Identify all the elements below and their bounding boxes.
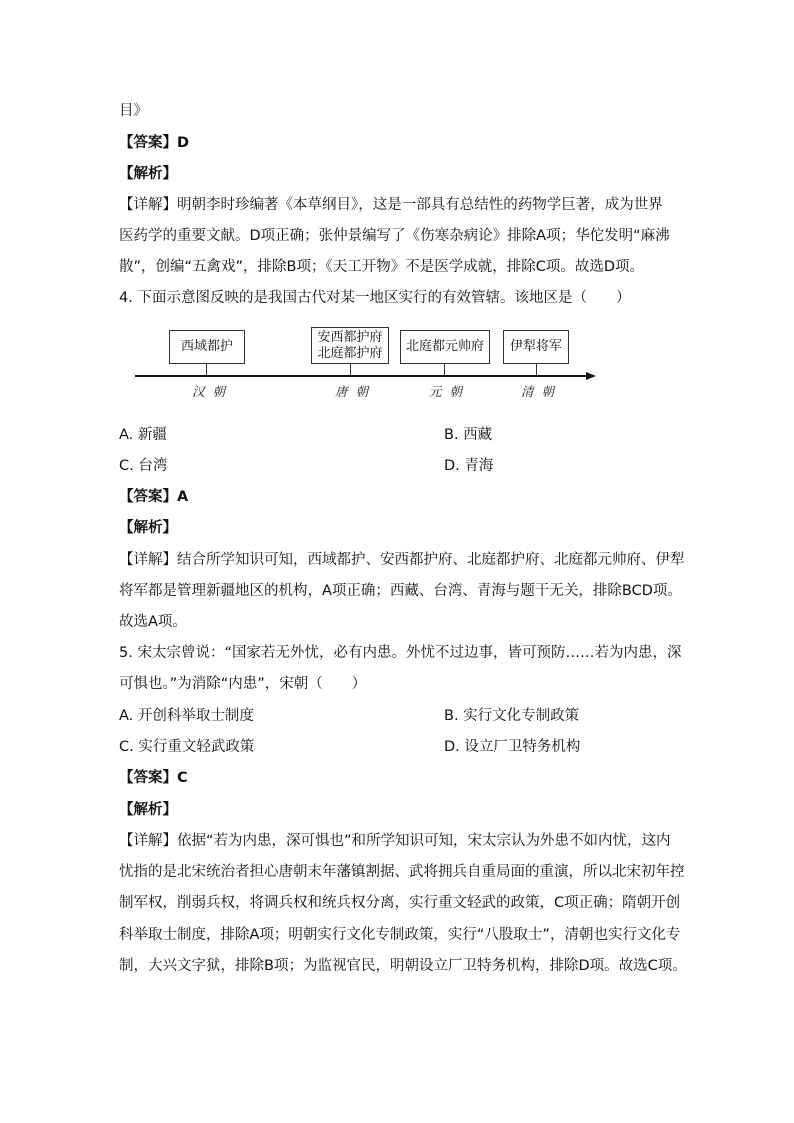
- text-line: 制，大兴文字狱，排除B项；为监视官民，明朝设立厂卫特务机构，排除D项。故选C项。: [119, 958, 687, 974]
- analysis-label: 【解析】: [119, 802, 177, 818]
- arrow-right-icon: [586, 372, 596, 380]
- text-line: 目》: [119, 103, 148, 119]
- diagram-box-anxi-beiting: [311, 327, 389, 364]
- text-line: 将军都是管理新疆地区的机构，A项正确；西藏、台湾、青海与题干无关，排除BCD项。: [119, 583, 682, 599]
- text-line: 忧指的是北宋统治者担心唐朝末年藩镇割据、武将拥兵自重局面的重演，所以北宋初年控: [119, 864, 685, 880]
- diagram-box-label: 伊犁将军: [509, 339, 562, 354]
- answer-label: 【答案】C: [119, 770, 188, 786]
- diagram-box-label: 安西都护府: [317, 329, 383, 345]
- era-label: 清朝: [521, 384, 563, 399]
- option-a: A. 开创科举取士制度: [119, 708, 254, 724]
- diagram-box-beiting-yuanshuai: [400, 330, 490, 364]
- diagram-box-label: 北庭都护府: [317, 345, 383, 361]
- analysis-label: 【解析】: [119, 520, 177, 536]
- option-c: C. 实行重文轻武政策: [119, 739, 255, 755]
- text-line: 【详解】依据“若为内患，深可惧也”和所学知识可知，宋太宗认为外患不如内忧，这内: [119, 833, 671, 849]
- analysis-label: 【解析】: [119, 166, 177, 182]
- text-line: 医药学的重要文献。D项正确；张仲景编写了《伤寒杂病论》排除A项；华佗发明“麻沸: [119, 228, 670, 244]
- timeline-axis: [135, 375, 587, 377]
- question-4: 4. 下面示意图反映的是我国古代对某一地区实行的有效管辖。该地区是（ ）: [119, 290, 631, 306]
- diagram-box-label: 西域都护: [180, 339, 233, 354]
- text-line: 故选A项。: [119, 614, 187, 630]
- era-label: 唐朝: [335, 384, 377, 399]
- text-line: 散”，创编“五禽戏”，排除B项；《天工开物》不是医学成就，排除C项。故选D项。: [119, 259, 645, 275]
- text-line: 制军权，削弱兵权，将调兵权和统兵权分离，实行重文轻武的政策，C项正确；隋朝开创: [119, 895, 681, 911]
- option-d: D. 设立厂卫特务机构: [444, 739, 581, 755]
- option-d: D. 青海: [444, 458, 494, 474]
- question-5: 5. 宋太宗曾说：“国家若无外忧，必有内患。外忧不过边事，皆可预防……若为内患，深: [119, 645, 682, 661]
- answer-label: 【答案】D: [119, 135, 190, 151]
- text-line: 【详解】明朝李时珍编著《本草纲目》，这是一部具有总结性的药物学巨著，成为世界: [119, 197, 663, 213]
- option-a: A. 新疆: [119, 427, 167, 443]
- text-line: 科举取士制度，排除A项；明朝实行文化专制政策，实行“八股取士”，清朝也实行文化专: [119, 927, 681, 943]
- option-b: B. 西藏: [444, 427, 493, 443]
- era-label: 元朝: [429, 384, 471, 399]
- option-b: B. 实行文化专制政策: [444, 708, 580, 724]
- text-line: 【详解】结合所学知识可知，西域都护、安西都护府、北庭都护府、北庭都元帅府、伊犁: [119, 552, 685, 568]
- diagram-box-yili: [503, 330, 569, 364]
- question-5-cont: 可惧也。”为消除“内患”，宋朝（ ）: [119, 676, 367, 692]
- diagram-box-xiyu: [169, 330, 245, 364]
- answer-label: 【答案】A: [119, 489, 189, 505]
- diagram-box-label: 北庭都元帅府: [405, 339, 484, 354]
- option-c: C. 台湾: [119, 458, 168, 474]
- era-label: 汉朝: [192, 384, 234, 399]
